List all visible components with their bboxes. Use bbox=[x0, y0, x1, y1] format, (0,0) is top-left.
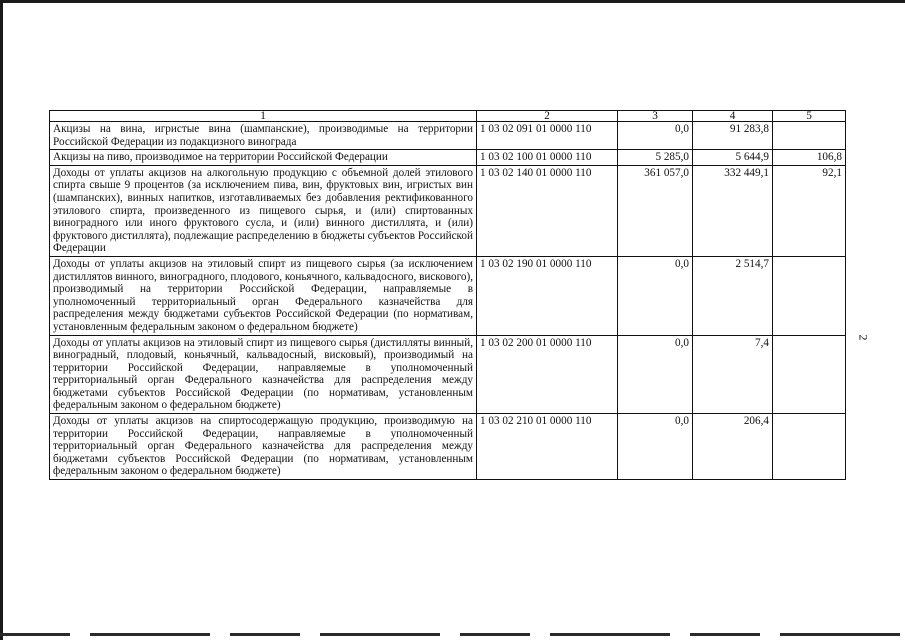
row-col-4: 332 449,1 bbox=[693, 165, 773, 256]
row-col-3: 0,0 bbox=[618, 414, 693, 480]
header-col-4: 4 bbox=[693, 111, 773, 122]
row-col-4: 206,4 bbox=[693, 414, 773, 480]
row-col-4: 7,4 bbox=[693, 335, 773, 414]
revenue-table bbox=[49, 110, 846, 480]
row-col-4: 2 514,7 bbox=[693, 256, 773, 335]
scan-border-top bbox=[0, 0, 905, 3]
scan-border-left bbox=[0, 0, 3, 640]
row-code: 1 03 02 190 01 0000 110 bbox=[477, 256, 618, 335]
table-header-row bbox=[50, 111, 846, 122]
table-row bbox=[50, 335, 846, 414]
row-col-3: 5 285,0 bbox=[618, 150, 693, 166]
row-col-3: 0,0 bbox=[618, 122, 693, 150]
table-row bbox=[50, 256, 846, 335]
row-col-5 bbox=[773, 256, 846, 335]
table-row bbox=[50, 165, 846, 256]
row-col-4: 91 283,8 bbox=[693, 122, 773, 150]
page-number: 2 bbox=[856, 334, 871, 341]
row-description: Акцизы на пиво, производимое на территории Российской Федерации bbox=[50, 150, 477, 166]
row-description: Доходы от уплаты акцизов на этиловый спирт из пищевого сырья (за исключением дистиллятов винного, виноградного, плодового, коньячного, кальвадосного, вискового), производимый на территории Российской Федерации, направляемые в уполномоченный территориальный орган Федерального казначейства для распределения между бюджетами субъектов Российской Федерации (по нормативам, установленным федеральным законом о федеральном бюджете) bbox=[50, 256, 477, 335]
row-col-5: 92,1 bbox=[773, 165, 846, 256]
header-col-3: 3 bbox=[618, 111, 693, 122]
row-description: Акцизы на вина, игристые вина (шампанские), производимые на территории Российской Федерации из подакцизного винограда bbox=[50, 122, 477, 150]
row-col-5 bbox=[773, 122, 846, 150]
row-code: 1 03 02 100 01 0000 110 bbox=[477, 150, 618, 166]
header-col-5: 5 bbox=[773, 111, 846, 122]
scan-border-bottom bbox=[0, 633, 905, 636]
table-row bbox=[50, 122, 846, 150]
row-code: 1 03 02 200 01 0000 110 bbox=[477, 335, 618, 414]
row-col-5: 106,8 bbox=[773, 150, 846, 166]
header-col-2: 2 bbox=[477, 111, 618, 122]
table-row bbox=[50, 150, 846, 166]
row-code: 1 03 02 091 01 0000 110 bbox=[477, 122, 618, 150]
row-description: Доходы от уплаты акцизов на спиртосодержащую продукцию, производимую на территории Российской Федерации, направляемые в уполномоченный территориальный орган Федерального казначейства для распределения между бюджетами субъектов Российской Федерации (по нормативам, установленным федеральным законом о федеральном бюджете) bbox=[50, 414, 477, 480]
row-col-3: 361 057,0 bbox=[618, 165, 693, 256]
row-col-5 bbox=[773, 335, 846, 414]
row-code: 1 03 02 210 01 0000 110 bbox=[477, 414, 618, 480]
row-col-5 bbox=[773, 414, 846, 480]
table-row bbox=[50, 414, 846, 480]
row-col-4: 5 644,9 bbox=[693, 150, 773, 166]
row-description: Доходы от уплаты акцизов на этиловый спирт из пищевого сырья (дистилляты винный, виноградный, плодовый, коньячный, кальвадосный, висковый), производимый на территории Российской Федерации, направляемые в уполномоченный территориальный орган Федерального казначейства для распределения между бюджетами субъектов Российской Федерации (по нормативам, установленным федеральным законом о федеральном бюджете) bbox=[50, 335, 477, 414]
row-col-3: 0,0 bbox=[618, 256, 693, 335]
row-description: Доходы от уплаты акцизов на алкогольную продукцию с объемной долей этилового спирта свыше 9 процентов (за исключением пива, вин, фруктовых вин, игристых вин (шампанских), винных напитков, изготавливаемых без добавления ректификованного этилового спирта, произведенного из пищевого сырья, и (или) спиртованных виноградного или иного фруктового сусла, и (или) винного дистиллята, и (или) фруктового дистиллята), подлежащие распределению в бюджеты субъектов Российской Федерации bbox=[50, 165, 477, 256]
row-code: 1 03 02 140 01 0000 110 bbox=[477, 165, 618, 256]
header-col-1: 1 bbox=[50, 111, 477, 122]
row-col-3: 0,0 bbox=[618, 335, 693, 414]
